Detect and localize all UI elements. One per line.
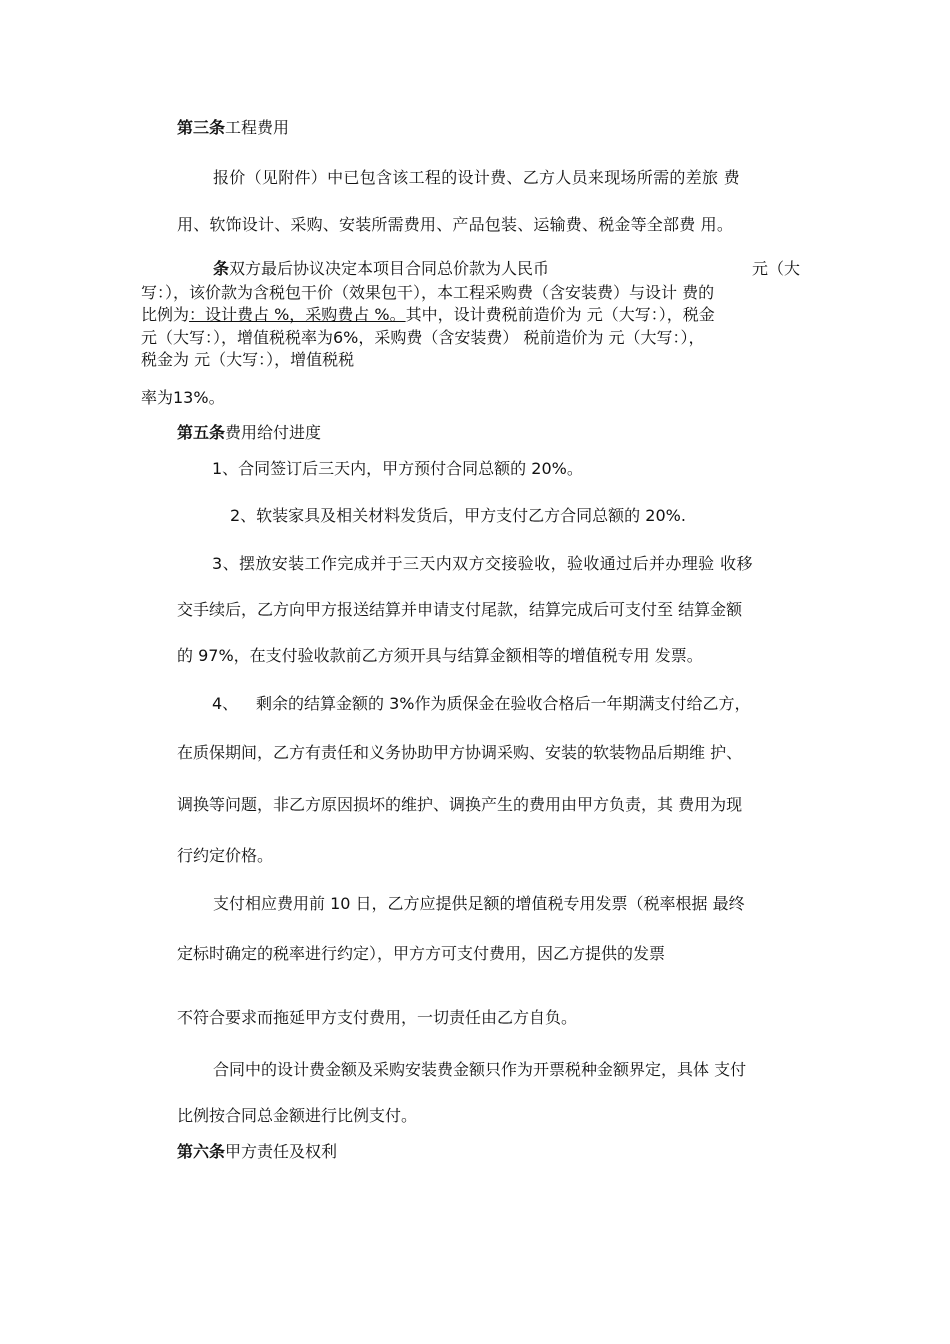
section-6-title: 甲方责任及权利 [225,1142,338,1161]
section-4-line-2: 写：），该价款为含税包干价（效果包干），本工程采购费（含安装费）与设计 费的 [141,283,715,302]
invoice-paragraph-line-3: 不符合要求而拖延甲方支付费用，一切责任由乙方自负。 [177,1008,578,1027]
section-4-line-1-text: 双方最后协议决定本项目合同总价款为人民币 [229,259,550,278]
section-4-line-6: 率为13%。 [141,388,225,407]
amount-paragraph-line-1: 合同中的设计费金额及采购安装费金额只作为开票税种金额界定，具体 支付 [213,1060,747,1079]
payment-item-2: 2、软装家具及相关材料发货后，甲方支付乙方合同总额的 20%. [230,506,686,525]
section-4-fragment: 条 [213,259,230,278]
section-4-line-1-end: 元（大 [752,259,801,278]
section-5-heading [177,422,321,444]
section-4-line-1 [213,258,549,280]
section-4-line-3-rest: 其中，设计费税前造价为 元（大写：），税金 [405,305,715,324]
invoice-paragraph-line-1: 支付相应费用前 10 日，乙方应提供足额的增值税专用发票（税率根据 最终 [213,894,745,913]
section-5-title: 费用给付进度 [225,423,322,442]
section-6-number: 第六条 [177,1142,226,1161]
section-3-paragraph-line-1: 报价（见附件）中已包含该工程的设计费、乙方人员来现场所需的差旅 费 [213,168,740,187]
payment-item-3-line-1: 3、摆放安装工作完成并于三天内双方交接验收，验收通过后并办理验 收移 [212,554,753,573]
section-3-paragraph-line-2: 用、软饰设计、采购、安装所需费用、产品包装、运输费、税金等全部费 用。 [177,215,734,234]
payment-item-3-line-2: 交手续后，乙方向甲方报送结算并申请支付尾款，结算完成后可支付至 结算金额 [177,600,743,619]
invoice-paragraph-line-2: 定标时确定的税率进行约定），甲方方可支付费用，因乙方提供的发票 [177,944,666,963]
section-5-number: 第五条 [177,423,226,442]
amount-paragraph-line-2: 比例按合同总金额进行比例支付。 [177,1106,418,1125]
section-3-title: 工程费用 [225,118,290,137]
section-3-number: 第三条 [177,118,226,137]
payment-item-3-line-3: 的 97%，在支付验收款前乙方须开具与结算金额相等的增值税专用 发票。 [177,646,703,665]
section-4-line-5: 税金为 元（大写：），增值税税 [141,350,355,369]
section-3-heading [177,117,289,139]
section-4-line-3 [141,304,715,326]
payment-item-4-line-3: 调换等问题，非乙方原因损坏的维护、调换产生的费用由甲方负责，其 费用为现 [177,795,743,814]
payment-item-1: 1、合同签订后三天内，甲方预付合同总额的 20%。 [212,459,583,478]
ratio-underlined: ：设计费占 %，采购费占 %。 [189,305,406,324]
section-6-heading [177,1141,337,1163]
payment-item-4-number: 4、 [212,694,239,713]
section-4-line-4: 元（大写：），增值税税率为6%，采购费（含安装费） 税前造价为 元（大写：）， [141,328,705,347]
payment-item-4-line-2: 在质保期间，乙方有责任和义务协助甲方协调采购、安装的软装物品后期维 护、 [177,743,743,762]
payment-item-4-line-1: 剩余的结算金额的 3%作为质保金在验收合格后一年期满支付给乙方， [256,694,751,713]
payment-item-4-line-4: 行约定价格。 [177,846,274,865]
ratio-label: 比例为 [141,305,190,324]
